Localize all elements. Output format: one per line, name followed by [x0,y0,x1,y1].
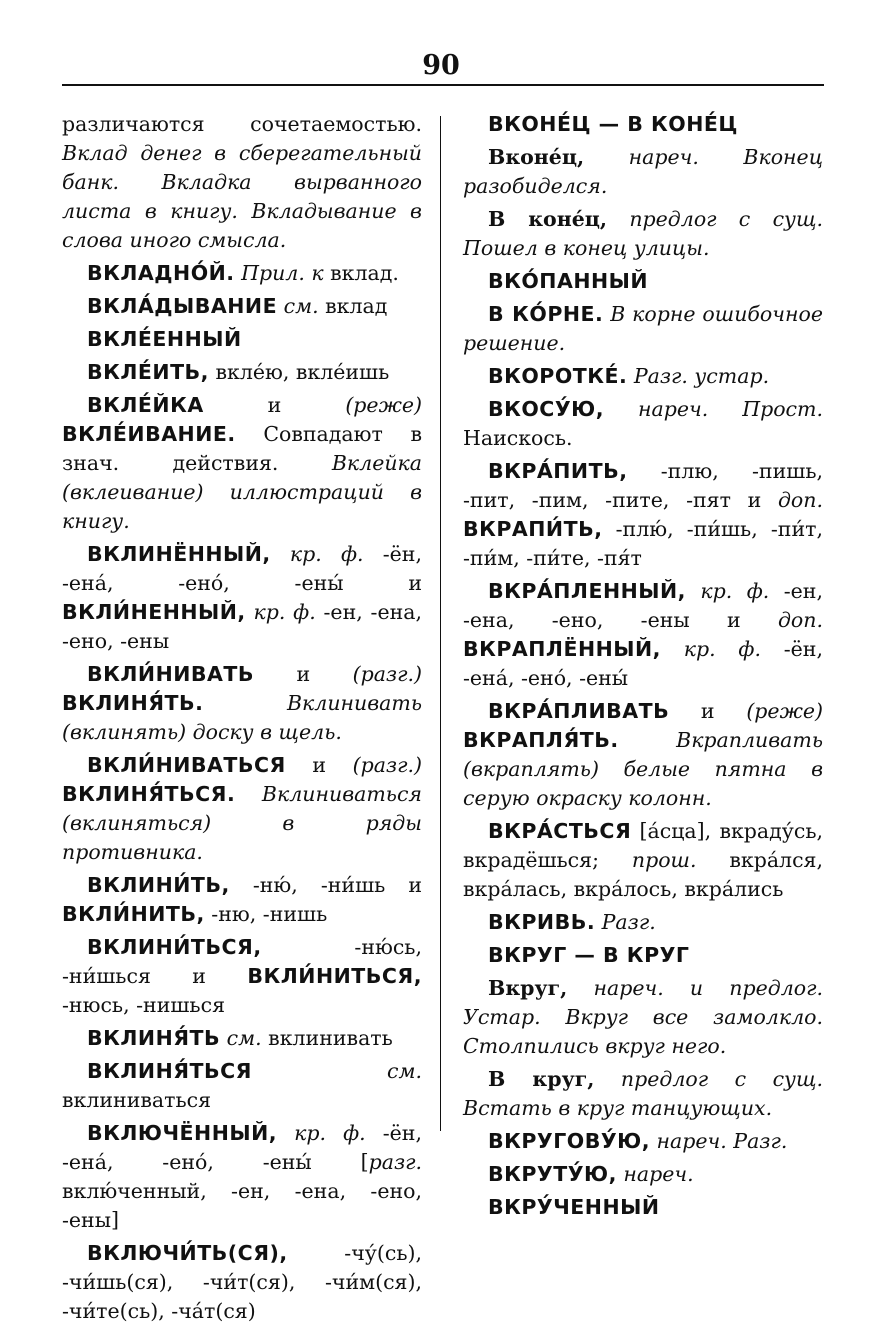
dictionary-entry: ВКЛИНЁННЫЙ, кр. ф. -ён, -ена́, -ено́, -ены́ и ВКЛИ́НЕННЫЙ, кр. ф. -ен, -ена, -ено, -ены [62,542,422,653]
column-divider [440,116,441,1131]
dictionary-entry: ВКРИВЬ. Разг. [488,910,656,934]
dictionary-entry: ВКРУТУ́Ю, нареч. [488,1162,694,1186]
dictionary-entry: ВКЛИНИ́ТЬСЯ, -ню́сь, -ни́шься и ВКЛИ́НИТЬСЯ, -нюсь, -нишься [62,935,422,1017]
dictionary-entry: В коне́ц, предлог с сущ. Пошел в конец улицы. [463,207,823,260]
dictionary-entry: ВКРУ́ЧЕННЫЙ [488,1195,660,1219]
right-column [463,110,823,1226]
dictionary-entry: ВКРУГОВУ́Ю, нареч. Разг. [488,1129,788,1153]
dictionary-entry: ВКРА́ПЛИВАТЬ и (реже) ВКРАПЛЯ́ТЬ. Вкрапливать (вкраплять) белые пятна в серую окраску колонн. [463,699,823,810]
dictionary-entry: ВКЛИНЯ́ТЬ см. вклинивать [87,1026,393,1050]
page-number: 90 [422,50,460,81]
dictionary-entry: Вконе́ц, нареч. Вконец разобиделся. [463,145,823,198]
dictionary-entry: ВКОРОТКЕ́. Разг. устар. [488,364,770,388]
dictionary-entry: ВКЛИ́НИВАТЬ и (разг.) ВКЛИНЯ́ТЬ. Вклинивать (вклинять) доску в щель. [62,662,422,744]
dictionary-entry: ВКРА́СТЬСЯ [а́сца], вкраду́сь, вкрадёшься; прош. вкра́лся, вкра́лась, вкра́лось, вкра́лись [463,819,824,901]
dictionary-entry: ВКРА́ПЛЕННЫЙ, кр. ф. -ен, -ена, -ено, -ены и доп. ВКРАПЛЁННЫЙ, кр. ф. -ён, -ена́, -ено́, -ены́ [463,579,823,690]
dictionary-entry: В КО́РНЕ. В корне ошибочное решение. [463,302,823,355]
dictionary-entry: ВКОСУ́Ю, нареч. Прост. Наискось. [463,397,823,450]
left-column [62,110,422,1330]
dictionary-entry: ВКРУГ — В КРУГ [488,943,690,967]
dictionary-entry: ВКРА́ПИТЬ, -плю, -пишь, -пит, -пим, -пите, -пят и доп. ВКРАПИ́ТЬ, -плю́, -пи́шь, -пи́т, -пи́м, -пи́те, -пя́т [463,459,823,570]
dictionary-entry: ВКО́ПАННЫЙ [488,269,649,293]
dictionary-entry: ВКЛАДНО́Й. Прил. к вклад. [87,261,399,285]
dictionary-entry: ВКЛЕ́ЕННЫЙ [87,327,242,351]
header-rule [62,84,824,86]
dictionary-entry: В круг, предлог с сущ. Встать в круг танцующих. [463,1067,823,1120]
dictionary-entry: ВКЛЕ́ИТЬ, вкле́ю, вкле́ишь [87,360,390,384]
dictionary-entry: ВКЛИ́НИВАТЬСЯ и (разг.) ВКЛИНЯ́ТЬСЯ. Вклиниваться (вклиняться) в ряды противника. [62,753,422,864]
dictionary-entry: ВКЛИНЯ́ТЬСЯ см. вклиниваться [62,1059,422,1112]
dictionary-entry: ВКОНЕ́Ц — В КОНЕ́Ц [488,112,738,136]
dictionary-entry: ВКЛЮЧЁННЫЙ, кр. ф. -ён, -ена́, -ено́, -ены́ [разг. вклю́ченный, -ен, -ена, -ено, -ены] [62,1121,422,1232]
dictionary-entry: ВКЛЮЧИ́ТЬ(СЯ), -чу́(сь), -чи́шь(ся), -чи́т(ся), -чи́м(ся), -чи́те(сь), -ча́т(ся) [62,1241,422,1323]
dictionary-entry: Вкруг, нареч. и предлог. Устар. Вкруг все замолкло. Столпились вкруг него. [463,976,823,1058]
dictionary-entry: ВКЛЕ́ЙКА и (реже) ВКЛЕ́ИВАНИЕ. Совпадают в знач. действия. Вклейка (вклеивание) иллюстраций в книгу. [62,393,422,533]
dictionary-entry: ВКЛИНИ́ТЬ, -ню́, -ни́шь и ВКЛИ́НИТЬ, -ню, -нишь [62,873,422,926]
dictionary-entry: ВКЛА́ДЫВАНИЕ см. вклад [87,294,388,318]
dictionary-entry: различаются сочетаемостью. Вклад денег в сберегательный банк. Вкладка вырванного листа в книгу. Вкладывание в слова иного смысла. [62,112,422,252]
